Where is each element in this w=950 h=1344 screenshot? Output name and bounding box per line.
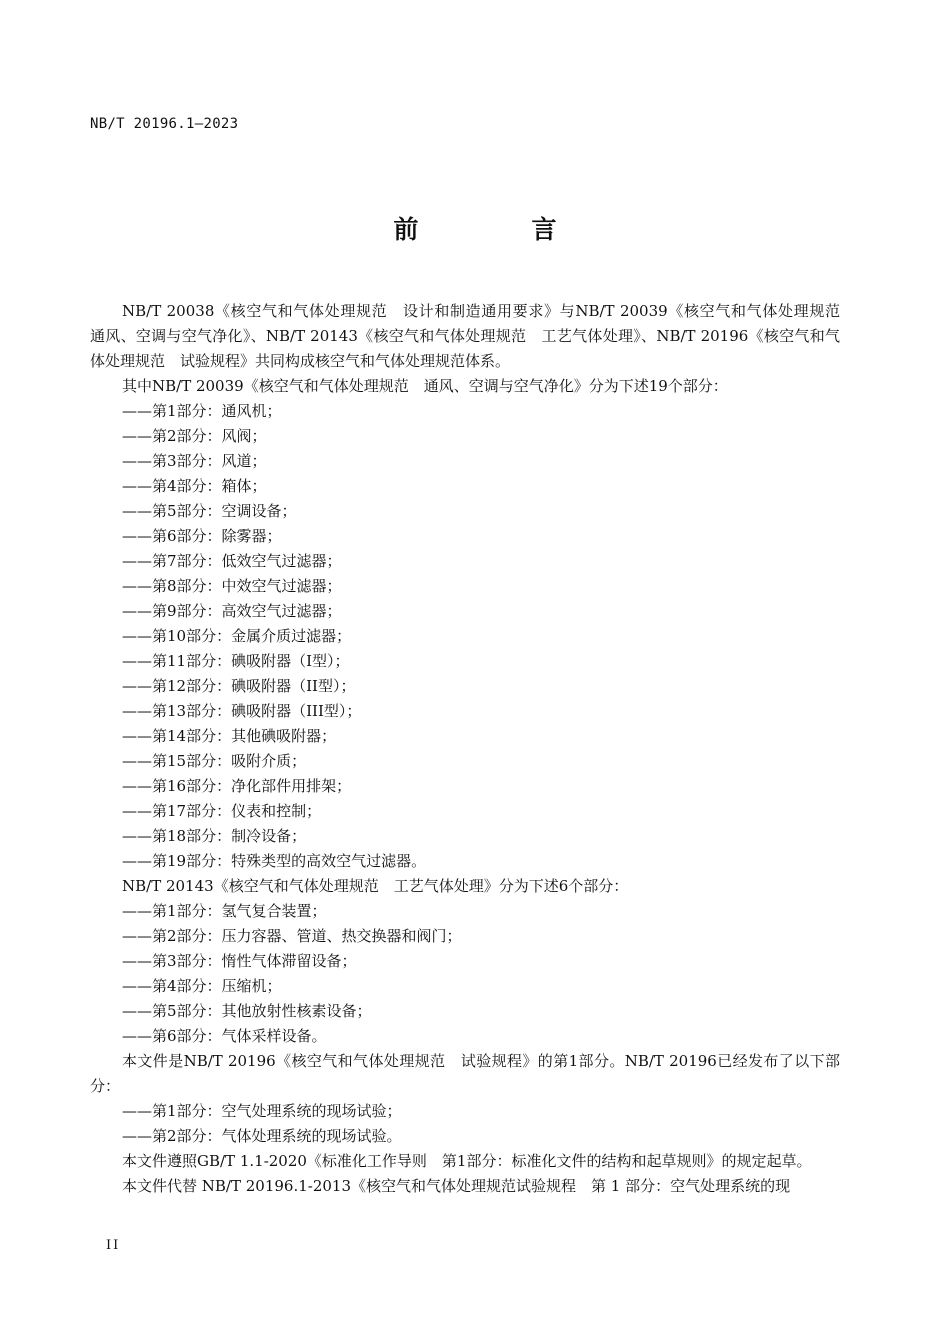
nbt20196-part-list (90, 1099, 840, 1149)
nbt20196-intro: 本文件是NB/T 20196《核空气和气体处理规范 试验规程》的第1部分。NB/T 20196已经发布了以下部分： (90, 1052, 840, 1095)
list-item: ——第1部分：氢气复合装置； (122, 902, 327, 920)
list-item: ——第4部分：压缩机； (122, 977, 282, 995)
nbt20143-intro: NB/T 20143《核空气和气体处理规范 工艺气体处理》分为下述6个部分： (122, 877, 629, 895)
list-item: ——第6部分：除雾器； (122, 527, 282, 545)
list-item: ——第9部分：高效空气过滤器； (122, 602, 342, 620)
nbt20143-part-list (90, 899, 840, 1049)
list-item: ——第2部分：气体处理系统的现场试验。 (122, 1127, 402, 1145)
list-item: ——第3部分：惰性气体滞留设备； (122, 952, 357, 970)
list-item: ——第5部分：其他放射性核素设备； (122, 1002, 372, 1020)
list-item: ——第5部分：空调设备； (122, 502, 297, 520)
page-number: II (106, 1238, 121, 1253)
intro-paragraph: NB/T 20038《核空气和气体处理规范 设计和制造通用要求》与NB/T 20039《核空气和气体处理规范 通风、空调与空气净化》、NB/T 20143《核空气和气体处理规范 工艺气体处理》、NB/T 20196《核空气和气体处理规范 试验规程》共同构成核空气和气体处理规范体系。 (90, 302, 856, 370)
list-item: ——第2部分：风阀； (122, 427, 267, 445)
document-code: NB/T 20196.1—2023 (90, 116, 239, 132)
document-body (90, 299, 856, 1199)
page-title: 前 言 (393, 215, 601, 244)
list-item: ——第18部分：制冷设备； (122, 827, 307, 845)
list-item: ——第1部分：空气处理系统的现场试验； (122, 1102, 402, 1120)
drafting-rules-paragraph: 本文件遵照GB/T 1.1-2020《标准化工作导则 第1部分：标准化文件的结构和起草规则》的规定起草。 (122, 1152, 812, 1170)
list-item: ——第4部分：箱体； (122, 477, 267, 495)
replacement-paragraph: 本文件代替 NB/T 20196.1-2013《核空气和气体处理规范试验规程 第 1 部分：空气处理系统的现 (122, 1177, 791, 1195)
list-item: ——第6部分：气体采样设备。 (122, 1027, 327, 1045)
list-item: ——第19部分：特殊类型的高效空气过滤器。 (122, 852, 427, 870)
list-item: ——第11部分：碘吸附器（I型）； (122, 652, 350, 670)
list-item: ——第3部分：风道； (122, 452, 267, 470)
list-item: ——第13部分：碘吸附器（III型）； (122, 702, 362, 720)
list-item: ——第8部分：中效空气过滤器； (122, 577, 342, 595)
list-item: ——第17部分：仪表和控制； (122, 802, 322, 820)
list-item: ——第14部分：其他碘吸附器； (122, 727, 337, 745)
nbt20039-part-list (90, 399, 840, 874)
list-item: ——第1部分：通风机； (122, 402, 282, 420)
list-item: ——第10部分：金属介质过滤器； (122, 627, 352, 645)
nbt20039-intro: 其中NB/T 20039《核空气和气体处理规范 通风、空调与空气净化》分为下述19个部分： (122, 377, 728, 395)
list-item: ——第7部分：低效空气过滤器； (122, 552, 342, 570)
list-item: ——第2部分：压力容器、管道、热交换器和阀门； (122, 927, 462, 945)
list-item: ——第15部分：吸附介质； (122, 752, 307, 770)
list-item: ——第16部分：净化部件用排架； (122, 777, 352, 795)
list-item: ——第12部分：碘吸附器（II型）； (122, 677, 356, 695)
